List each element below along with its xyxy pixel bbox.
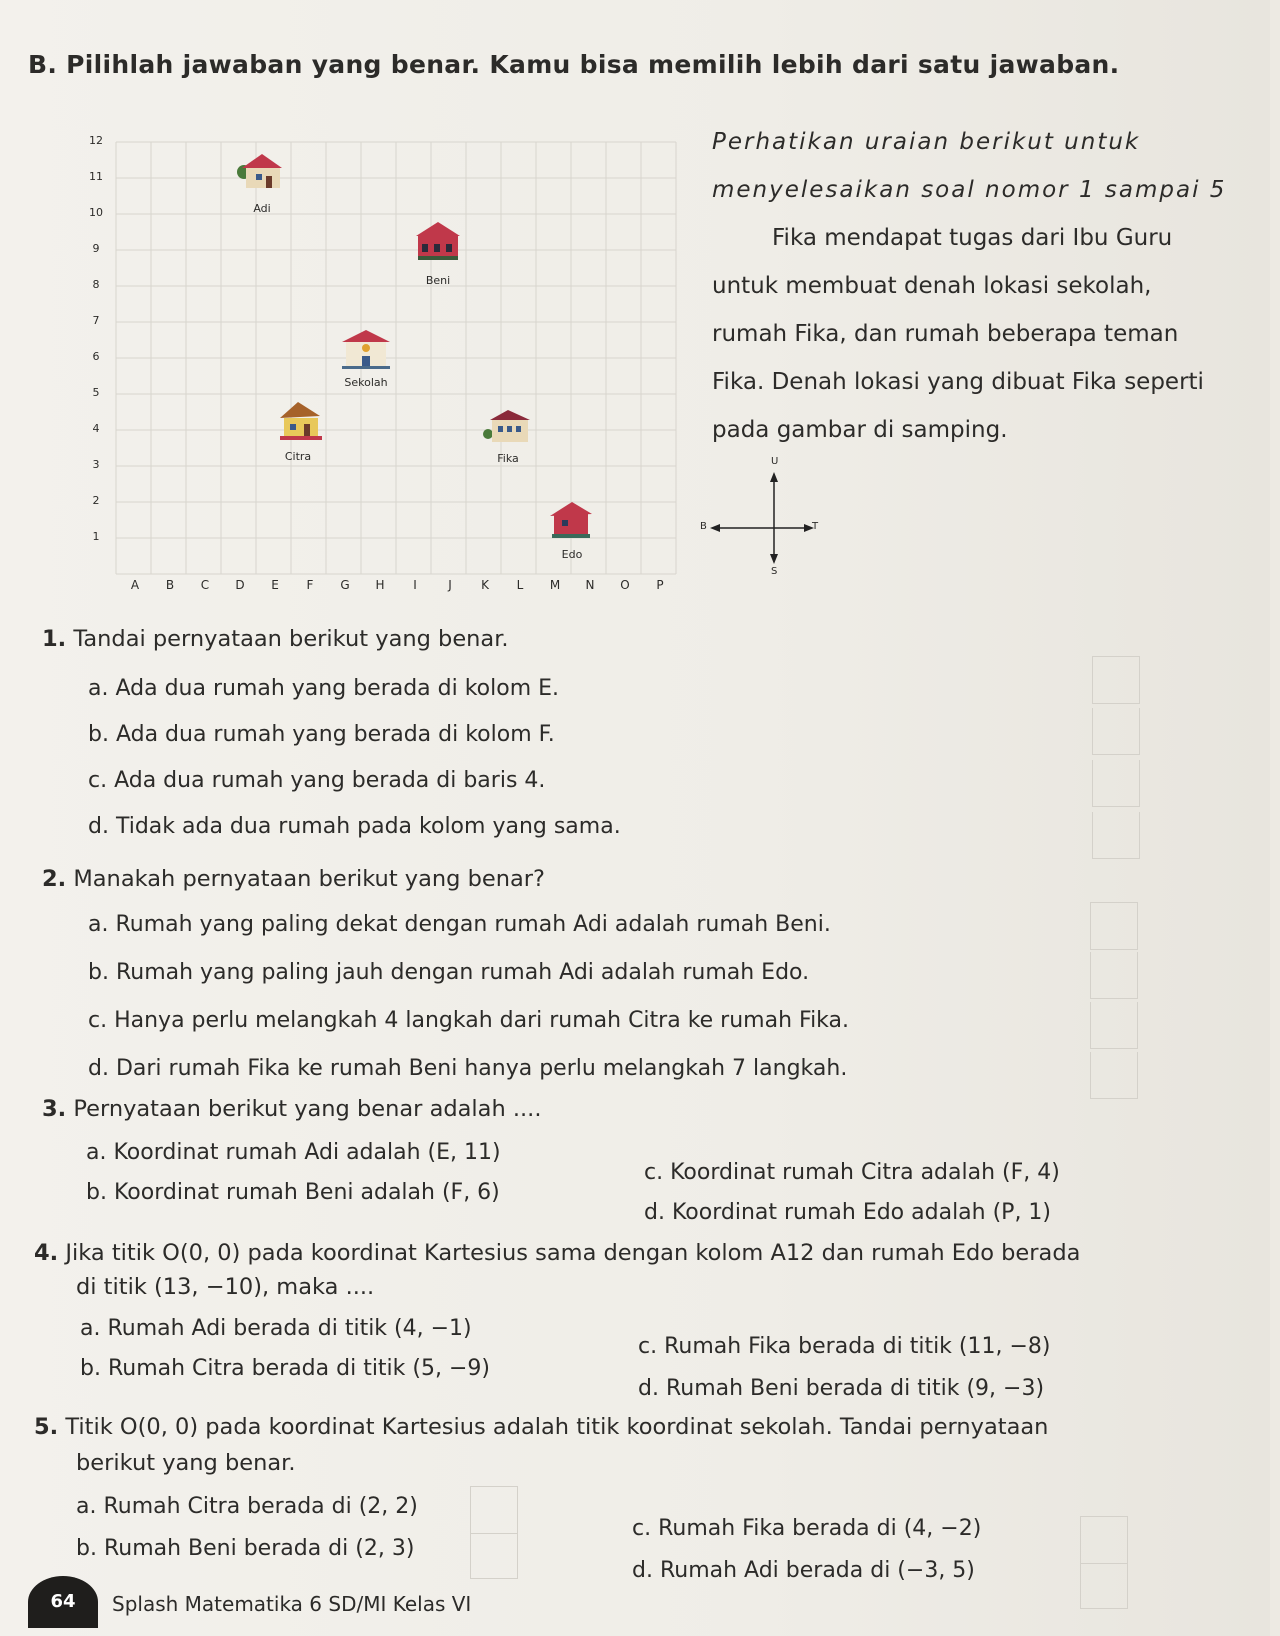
question-text: Pernyataan berikut yang benar adalah .... — [73, 1096, 542, 1122]
q1-checkbox-c[interactable] — [1092, 760, 1140, 807]
column-label: A — [130, 578, 140, 592]
house-adi-icon — [236, 150, 288, 192]
q1-checkbox-d[interactable] — [1092, 812, 1140, 859]
column-label: K — [481, 578, 489, 592]
q4-option-d: d. Rumah Beni berada di titik (9, −3) — [638, 1376, 1045, 1401]
column-label: N — [585, 578, 595, 592]
question-text: Titik O(0, 0) pada koordinat Kartesius adalah titik koordinat sekolah. Tandai pernyataan — [65, 1414, 1049, 1440]
q3-option-d: d. Koordinat rumah Edo adalah (P, 1) — [644, 1200, 1052, 1225]
column-label: O — [620, 578, 630, 592]
row-label: 2 — [92, 494, 100, 507]
question-3 — [42, 1096, 542, 1122]
compass-south: S — [771, 566, 778, 577]
q2-checkbox-d[interactable] — [1090, 1052, 1138, 1099]
q4-option-b: b. Rumah Citra berada di titik (5, −9) — [80, 1356, 490, 1381]
place-label-adi: Adi — [253, 202, 271, 215]
q4-option-a: a. Rumah Adi berada di titik (4, −1) — [80, 1316, 472, 1341]
question-4 — [34, 1240, 1080, 1266]
q5-checkbox-d[interactable] — [1080, 1562, 1128, 1609]
row-label: 7 — [92, 314, 100, 327]
question-text: Tandai pernyataan berikut yang benar. — [73, 626, 509, 652]
column-label: J — [448, 578, 452, 592]
q5-option-a: a. Rumah Citra berada di (2, 2) — [76, 1494, 418, 1519]
place-label-edo: Edo — [561, 548, 583, 561]
row-label: 3 — [92, 458, 100, 471]
book-title: Splash Matematika 6 SD/MI Kelas VI — [112, 1592, 472, 1616]
q4-option-c: c. Rumah Fika berada di titik (11, −8) — [638, 1334, 1051, 1359]
question-number: 5. — [34, 1414, 59, 1440]
q1-checkbox-b[interactable] — [1092, 708, 1140, 755]
compass-east: T — [812, 521, 819, 532]
column-label: L — [516, 578, 524, 592]
intro-line-1: Perhatikan uraian berikut untuk — [712, 129, 1141, 155]
column-label: F — [306, 578, 314, 592]
page-number-badge: 64 — [28, 1576, 98, 1628]
intro-paragraph: Fika mendapat tugas dari Ibu Guru untuk membuat denah lokasi sekolah, rumah Fika, dan rumah beberapa teman Fika. Denah lokasi yang dibuat Fika seperti pada gambar di samping. — [712, 225, 1204, 443]
intro-line-2: menyelesaikan soal nomor 1 sampai 5 — [712, 177, 1227, 203]
house-beni-icon — [412, 220, 464, 264]
house-edo-icon — [548, 500, 594, 540]
question-text: Manakah pernyataan berikut yang benar? — [73, 866, 545, 892]
q1-option-c: c. Ada dua rumah yang berada di baris 4. — [88, 768, 546, 793]
column-label: G — [340, 578, 350, 592]
row-label: 4 — [92, 422, 100, 435]
q1-checkbox-a[interactable] — [1092, 656, 1140, 704]
column-label: E — [271, 578, 279, 592]
column-label: I — [413, 578, 417, 592]
q5-checkbox-c[interactable] — [1080, 1516, 1128, 1564]
compass — [700, 456, 820, 580]
place-label-fika: Fika — [497, 452, 519, 465]
school-icon — [340, 326, 392, 372]
column-label: B — [165, 578, 175, 592]
compass-north: U — [771, 456, 779, 467]
q2-option-a: a. Rumah yang paling dekat dengan rumah Adi adalah rumah Beni. — [88, 912, 831, 937]
q5-option-d: d. Rumah Adi berada di (−3, 5) — [632, 1558, 975, 1583]
q2-option-c: c. Hanya perlu melangkah 4 langkah dari rumah Citra ke rumah Fika. — [88, 1008, 850, 1033]
question-2 — [42, 866, 545, 892]
row-label: 1 — [92, 530, 100, 543]
q2-checkbox-b[interactable] — [1090, 952, 1138, 999]
row-label: 10 — [89, 206, 103, 219]
place-label-citra: Citra — [284, 450, 312, 463]
place-label-beni: Beni — [425, 274, 451, 287]
column-label: M — [549, 578, 561, 592]
row-label: 11 — [89, 170, 103, 183]
question-5 — [34, 1414, 1048, 1440]
row-label: 12 — [89, 134, 103, 147]
q1-option-b: b. Ada dua rumah yang berada di kolom F. — [88, 722, 555, 747]
location-map — [70, 130, 690, 600]
q2-checkbox-c[interactable] — [1090, 1002, 1138, 1049]
q5-checkbox-b[interactable] — [470, 1532, 518, 1579]
question-number: 1. — [42, 626, 67, 652]
column-label: C — [200, 578, 210, 592]
column-label: H — [375, 578, 385, 592]
row-label: 5 — [92, 386, 100, 399]
q2-checkbox-a[interactable] — [1090, 902, 1138, 950]
q5-checkbox-a[interactable] — [470, 1486, 518, 1534]
row-label: 6 — [92, 350, 100, 363]
question-1 — [42, 626, 509, 652]
row-label: 9 — [92, 242, 100, 255]
section-heading: B. Pilihlah jawaban yang benar. Kamu bisa memilih lebih dari satu jawaban. — [28, 50, 1120, 79]
compass-west: B — [700, 521, 707, 532]
q3-option-a: a. Koordinat rumah Adi adalah (E, 11) — [86, 1140, 501, 1165]
question-4-continuation: di titik (13, −10), maka .... — [76, 1274, 375, 1300]
house-citra-icon — [276, 398, 326, 444]
column-label: P — [656, 578, 664, 592]
question-number: 3. — [42, 1096, 67, 1122]
q3-option-b: b. Koordinat rumah Beni adalah (F, 6) — [86, 1180, 500, 1205]
q5-option-c: c. Rumah Fika berada di (4, −2) — [632, 1516, 982, 1541]
q5-option-b: b. Rumah Beni berada di (2, 3) — [76, 1536, 415, 1561]
intro-text — [712, 118, 1232, 454]
row-label: 8 — [92, 278, 100, 291]
column-label: D — [235, 578, 245, 592]
q3-option-c: c. Koordinat rumah Citra adalah (F, 4) — [644, 1160, 1060, 1185]
compass-arrows-icon — [700, 462, 820, 580]
q2-option-b: b. Rumah yang paling jauh dengan rumah Adi adalah rumah Edo. — [88, 960, 810, 985]
question-text: Jika titik O(0, 0) pada koordinat Kartesius sama dengan kolom A12 dan rumah Edo berada — [65, 1240, 1081, 1266]
question-5-continuation: berikut yang benar. — [76, 1450, 296, 1476]
q1-option-d: d. Tidak ada dua rumah pada kolom yang sama. — [88, 814, 621, 839]
question-number: 2. — [42, 866, 67, 892]
q1-option-a: a. Ada dua rumah yang berada di kolom E. — [88, 676, 560, 701]
q2-option-d: d. Dari rumah Fika ke rumah Beni hanya perlu melangkah 7 langkah. — [88, 1056, 848, 1081]
house-fika-icon — [482, 408, 534, 446]
place-label-sekolah: Sekolah — [344, 376, 388, 389]
question-number: 4. — [34, 1240, 59, 1266]
